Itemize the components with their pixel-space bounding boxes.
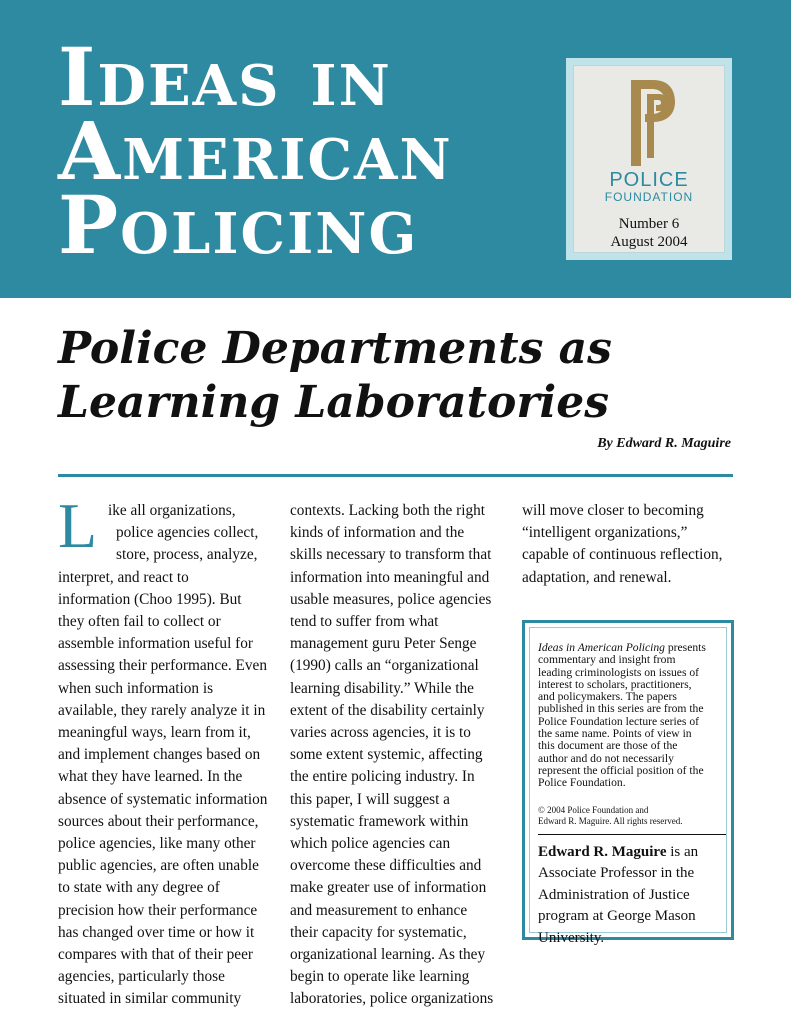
text-line: tend to suffer from what (290, 613, 439, 631)
text-line: commentary and insight from (538, 653, 676, 667)
police-foundation-logo-icon (623, 80, 681, 166)
text-line: varies across agencies, it is to (290, 724, 471, 742)
article-title (58, 322, 612, 430)
text-line: leading criminologists on issues of (538, 665, 700, 679)
issue-number: Number 6 (618, 216, 680, 232)
section-divider (58, 474, 733, 477)
text-line: available, they rarely analyze it in (58, 701, 266, 719)
text-line: University. (538, 929, 605, 946)
text-line: information into meaningful and (290, 568, 490, 586)
text-line: (1990) calls an “organizational (290, 657, 479, 675)
article-title-line: Learning Laboratories (58, 377, 609, 428)
body-column-1 (58, 490, 270, 1011)
logo-subtitle: FOUNDATION (604, 190, 694, 204)
series-title-line: Ideas in (58, 30, 392, 124)
text-line: usable measures, police agencies (290, 590, 492, 608)
copyright-notice (538, 805, 682, 827)
text-line: capable of continuous reflection, (522, 546, 723, 564)
text-line: interpret, and react to (58, 568, 189, 586)
text-line: contexts. Lacking both the right (290, 502, 485, 519)
text-line: this document are those of the (538, 739, 678, 753)
series-description-lead: presents (664, 641, 706, 654)
logo-panel (573, 65, 725, 253)
author-name: Edward R. Maguire (538, 844, 667, 860)
text-line: will move closer to becoming (522, 502, 704, 519)
text-line: and implement changes based on (58, 746, 261, 764)
text-line: which police agencies can (290, 835, 451, 853)
text-line: agencies, particularly those (58, 968, 225, 986)
text-line: Police Foundation lecture series of (538, 714, 699, 728)
text-line: and policymakers. The papers (538, 690, 677, 704)
logo-name: POLICE (609, 169, 689, 191)
text-line: learning disability.” While the (290, 679, 474, 697)
text-line: assemble information useful for (58, 635, 253, 653)
text-line: organizational learning. As they (290, 946, 486, 964)
text-line: begin to operate like learning (290, 968, 470, 986)
text-line: compares with that of their peer (58, 946, 253, 964)
series-description (538, 642, 706, 790)
text-line: the entire policing industry. In (290, 768, 475, 786)
text-line: precision how their performance (58, 901, 258, 919)
text-line: adaptation, and renewal. (522, 568, 672, 586)
text-line: published in this series are from the (538, 702, 704, 716)
body-column-2 (290, 500, 498, 1011)
text-line: laboratories, police organizations (290, 990, 494, 1008)
text-line: meaningful ways, learn from it, (58, 724, 251, 742)
author-bio (538, 842, 698, 949)
text-line: public agencies, are often unable (58, 857, 259, 875)
text-line: store, process, analyze, (116, 546, 258, 564)
text-line: they often fail to collect or (58, 613, 221, 631)
text-line: situated in similar community (58, 990, 242, 1008)
sidebar-inner-frame (529, 627, 727, 946)
text-line: “intelligent organizations,” (522, 524, 688, 542)
text-line: systematic framework within (290, 812, 469, 830)
logo-box (566, 58, 732, 260)
text-line: represent the official position of the (538, 763, 704, 777)
text-line: skills necessary to transform that (290, 546, 492, 564)
author-bio-first-line (538, 842, 698, 863)
text-line: this paper, I will suggest a (290, 790, 450, 808)
text-line: kinds of information and the (290, 524, 465, 542)
text-line: police agencies collect, (116, 524, 259, 542)
text-line: Administration of Justice (538, 886, 690, 903)
text-line: the same name. Points of view in (538, 727, 692, 741)
text-line: make greater use of information (290, 879, 487, 897)
text-line: to state with any degree of (58, 879, 220, 897)
text-line: what they have learned. In the (58, 768, 243, 786)
series-info-sidebar (522, 620, 734, 946)
text-line: information (Choo 1995). But (58, 590, 242, 608)
text-line: Edward R. Maguire. All rights reserved. (538, 816, 683, 826)
series-title-line: Policing (58, 178, 419, 272)
text-line: author and do not necessarily (538, 751, 674, 765)
text-line: has changed over time or how it (58, 923, 255, 941)
sidebar-divider (538, 834, 726, 835)
text-line: program at George Mason (538, 908, 696, 925)
text-line: sources about their performance, (58, 812, 259, 830)
author-bio-lines (538, 863, 698, 949)
series-title-line: American (58, 104, 453, 198)
text-line: interest to scholars, practitioners, (538, 677, 692, 691)
byline: By Edward R. Maguire (597, 436, 731, 451)
series-name: Ideas in American Policing (538, 641, 665, 654)
text-line: some extent systemic, affecting (290, 746, 483, 764)
text-line: overcome these difficulties and (290, 857, 482, 875)
text-line: © 2004 Police Foundation and (538, 805, 649, 815)
text-line: police agencies, like many other (58, 835, 256, 853)
author-bio-lead: is an (666, 844, 699, 860)
body-column-3 (522, 500, 736, 589)
text-line: their capacity for systematic, (290, 923, 467, 941)
header-banner (0, 0, 791, 298)
series-description-lines (538, 654, 706, 789)
series-title (58, 30, 453, 272)
text-line: extent of the disability certainly (290, 701, 485, 719)
text-line: management guru Peter Senge (290, 635, 477, 653)
text-line: Associate Professor in the (538, 865, 695, 882)
text-line: absence of systematic information (58, 790, 268, 808)
text-line: Police Foundation. (538, 776, 626, 790)
text-line: assessing their performance. Even (58, 657, 267, 675)
article-title-line: Police Departments as (58, 323, 612, 374)
text-line: ike all organizations, (108, 502, 236, 519)
drop-cap: L (58, 490, 98, 561)
text-line: and measurement to enhance (290, 901, 468, 919)
text-line: when such information is (58, 679, 214, 697)
issue-date: August 2004 (610, 234, 688, 250)
